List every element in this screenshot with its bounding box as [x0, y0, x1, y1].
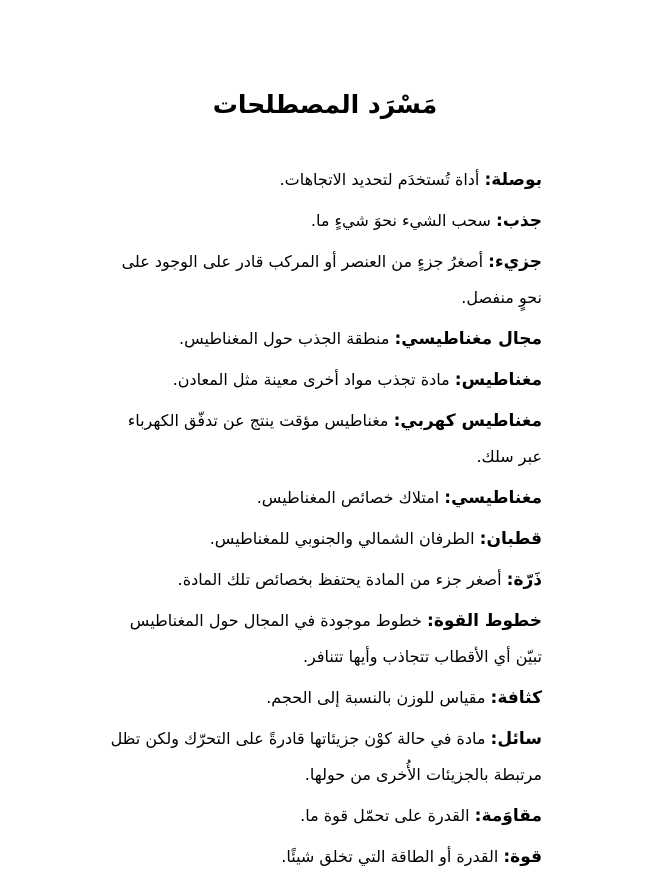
glossary-definition: مادة تجذب مواد أخرى معينة مثل المعادن. — [172, 370, 455, 389]
page-title: مَسْرَد المصطلحات — [212, 90, 438, 119]
glossary-term: مغناطيس كهربي: — [393, 411, 542, 431]
glossary-entry — [108, 839, 542, 875]
glossary-term: جذب: — [496, 211, 542, 231]
glossary-entry — [108, 721, 542, 793]
glossary-term: بوصلة: — [484, 170, 542, 190]
glossary-entry — [108, 480, 542, 516]
glossary-list — [108, 162, 542, 875]
glossary-entry — [108, 244, 542, 316]
glossary-entry — [108, 362, 542, 398]
glossary-definition: منطقة الجذب حول المغناطيس. — [179, 329, 395, 348]
glossary-definition: مادة في حالة كوْن جزيئاتها قادرةً على التحرّك ولكن تظل مرتبطة بالجزيئات الأُخرى من حولها. — [110, 729, 542, 784]
glossary-term: مغناطيسي: — [444, 488, 542, 508]
glossary-definition: امتلاك خصائص المغناطيس. — [256, 488, 445, 507]
glossary-definition: مقياس للوزن بالنسبة إلى الحجم. — [266, 688, 491, 707]
glossary-definition: الطرفان الشمالي والجنوبي للمغناطيس. — [209, 529, 480, 548]
glossary-term: قطبان: — [479, 529, 542, 549]
glossary-entry — [108, 321, 542, 357]
glossary-term: سائل: — [490, 729, 542, 749]
glossary-entry — [108, 203, 542, 239]
glossary-entry — [108, 798, 542, 834]
glossary-term: خطوط القوة: — [427, 611, 542, 631]
glossary-definition: مغناطيس مؤقت ينتج عن تدفّق الكهرباء عبر سلك. — [127, 411, 542, 466]
glossary-definition: خطوط موجودة في المجال حول المغناطيس تبيّن أي الأقطاب تتجاذب وأيها تتنافر. — [129, 611, 542, 666]
glossary-definition: أداة تُستخدَم لتحديد الاتجاهات. — [279, 170, 485, 189]
glossary-entry — [108, 680, 542, 716]
glossary-term: ذَرّة: — [506, 570, 542, 590]
glossary-definition: أصغرُ جزءٍ من العنصر أو المركب قادر على الوجود على نحوٍ منفصل. — [121, 252, 542, 307]
glossary-term: جزيء: — [488, 252, 542, 272]
glossary-definition: القدرة على تحمّل قوة ما. — [300, 806, 475, 825]
glossary-term: مقاوَمة: — [474, 806, 542, 826]
glossary-term: مغناطيس: — [454, 370, 542, 390]
glossary-term: كثافة: — [490, 688, 542, 708]
glossary-definition: أصغر جزء من المادة يحتفظ بخصائص تلك المادة. — [177, 570, 507, 589]
glossary-entry — [108, 162, 542, 198]
glossary-term: مجال مغناطيسي: — [394, 329, 542, 349]
glossary-definition: القدرة أو الطاقة التي تخلق شيئًا. — [281, 847, 504, 866]
glossary-term: قوة: — [503, 847, 542, 867]
glossary-entry — [108, 603, 542, 675]
glossary-definition: سحب الشيء نحوَ شيءٍ ما. — [310, 211, 497, 230]
glossary-entry — [108, 521, 542, 557]
glossary-entry — [108, 403, 542, 475]
glossary-entry — [108, 562, 542, 598]
